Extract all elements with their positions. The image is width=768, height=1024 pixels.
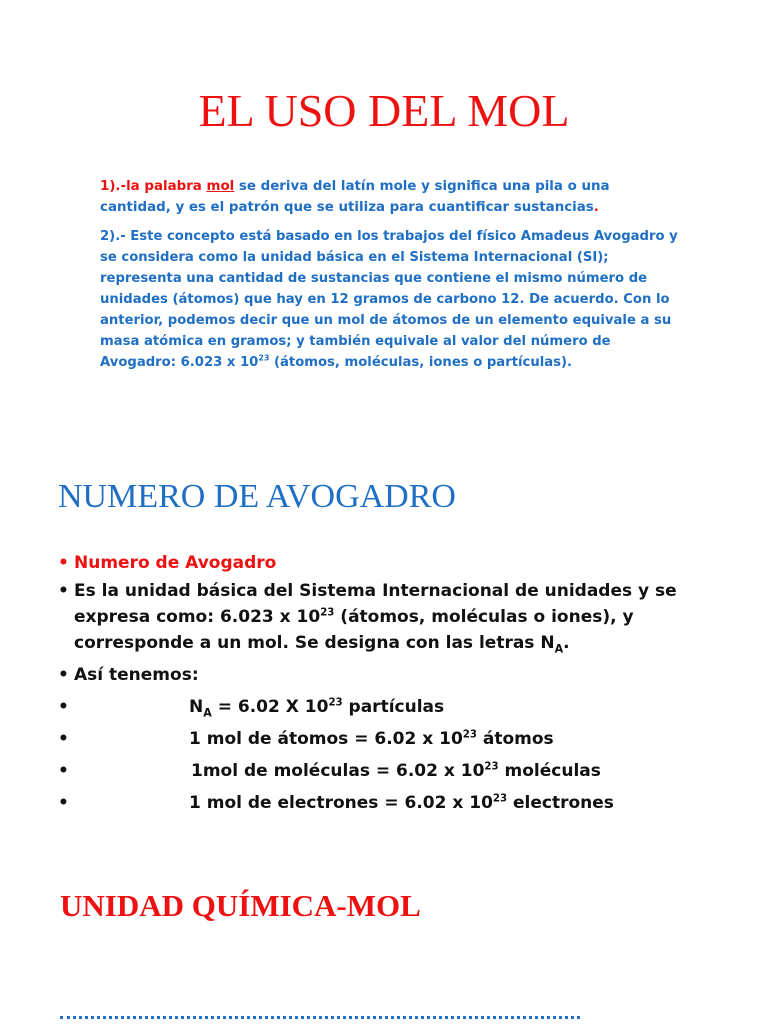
formula-part: 1mol de moléculas = 6.02 x 10 (191, 761, 485, 781)
bullet-dot: • (58, 697, 69, 717)
subscript: A (554, 642, 564, 656)
exponent: 23 (462, 729, 477, 741)
avogadro-bullet-list (58, 550, 698, 822)
bullet-dot: • (58, 793, 69, 813)
bullet-text (189, 729, 554, 749)
formula-part: átomos (476, 729, 554, 749)
paragraph-2 (100, 226, 680, 373)
list-item (58, 662, 698, 694)
formula-part: = 6.02 X 10 (211, 697, 329, 717)
bullet-text (189, 697, 445, 720)
list-item (58, 550, 698, 578)
cut-off-text-fragment (60, 1016, 580, 1022)
bullet-text (191, 761, 601, 781)
paragraph-1-prefix: 1).-la palabra (100, 179, 207, 194)
bullet-dot: • (58, 665, 69, 685)
bullet-dot: • (58, 581, 69, 601)
formula-part: N (189, 697, 204, 717)
bullet-text: (átomos, moléculas o iones), y corresponde a un mol. Se designa con las letras N (74, 607, 634, 653)
list-item (58, 758, 698, 790)
bullet-dot: • (58, 553, 69, 573)
bullet-text: Numero de Avogadro (74, 553, 277, 573)
paragraph-1-rest: se deriva del latín mole y significa una pila o una cantidad, y es el patrón que se utiliza para cuantificar sustancias (100, 179, 610, 215)
subscript: A (203, 706, 212, 720)
paragraph-2-after: (átomos, moléculas, iones o partículas). (269, 355, 573, 370)
section-title-avogadro: NUMERO DE AVOGADRO (58, 478, 456, 515)
paragraph-2-text: 2).- Este concepto está basado en los trabajos del físico Amadeus Avogadro y se considera como la unidad básica en el Sistema Internacional (SI); representa una cantidad de sustancias que contiene el mismo número de unidades (átomos) que hay en 12 gramos de carbono 12. De acuerdo. Con lo anterior, podemos decir que un mol de átomos de un elemento equivale a su masa atómica en gramos; y también equivale al valor del número de Avogadro: 6.023 x 10 (100, 229, 678, 370)
exponent: 23 (328, 697, 343, 709)
list-item (58, 726, 698, 758)
page-title: EL USO DEL MOL (198, 85, 570, 136)
bullet-dot: • (58, 729, 69, 749)
section-title-unidad-quimica: UNIDAD QUÍMICA-MOL (60, 888, 421, 923)
exponent: 23 (484, 761, 499, 773)
exponent: 23 (320, 607, 335, 619)
cut-off-text-line (60, 1016, 660, 1024)
list-item (58, 694, 698, 726)
bullet-dot: • (58, 761, 69, 781)
bullet-text: Es la unidad básica del Sistema Internacional de unidades y se expresa como: 6.023 x 10 (74, 581, 677, 627)
paragraph-1-end: . (593, 200, 599, 215)
formula-part: partículas (342, 697, 445, 717)
list-item (58, 790, 698, 822)
bullet-text (189, 793, 614, 813)
list-item (58, 578, 698, 662)
bullet-text: . (563, 633, 570, 653)
formula-part: 1 mol de electrones = 6.02 x 10 (189, 793, 493, 813)
paragraph-2-exponent: 23 (258, 353, 270, 363)
paragraph-1 (100, 176, 660, 218)
bullet-text: Así tenemos: (74, 665, 199, 685)
mol-word: mol (206, 179, 235, 194)
formula-part: moléculas (498, 761, 601, 781)
exponent: 23 (492, 793, 508, 805)
formula-part: 1 mol de átomos = 6.02 x 10 (189, 729, 463, 749)
formula-part: electrones (507, 793, 614, 813)
